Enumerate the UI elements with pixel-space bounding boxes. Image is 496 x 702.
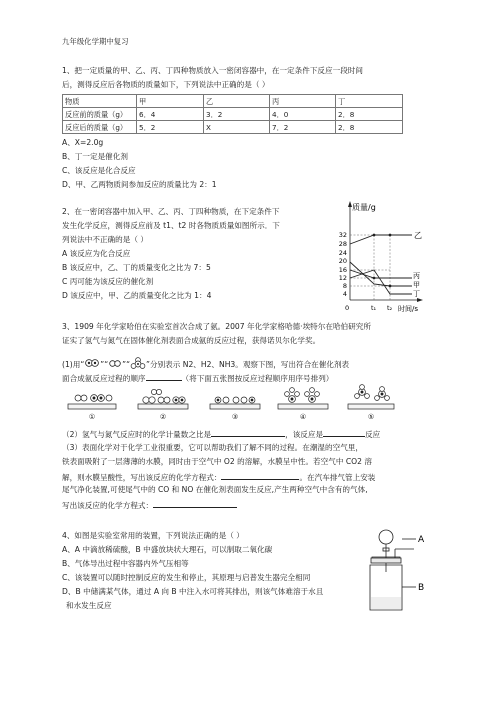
q3-intro-line1: 3、1909 年化学家哈伯在实验室首次合成了氨。2007 年化学家格哈德·埃特尔在哈伯研究所 [62,322,371,331]
text-segment: 解，则水膜呈酸性，写出该反应的化学方程式： [62,473,222,482]
liquid-layer [371,597,401,609]
y-tick-label: 24 [338,249,347,257]
series-line-ding [350,270,412,294]
q3-part3-line2: 铁表面吸附了一层薄薄的水膜，同时由于空气中 O2 的溶解，水膜呈中性。若空气中 CO2 溶 [62,457,372,466]
q4-option-b: B、气体导出过程中容器内外气压相等 [62,559,189,568]
text-segment: （将下面五张图按反应过程顺序用序号排列） [181,374,334,383]
q1-option-a: A、X=2.0g [62,138,104,147]
q4-stem: 4、如图是实验室常用的装置，下列说法正确的是（ ） [62,531,244,540]
label-a: A [418,535,425,545]
series-line-jia [350,262,412,286]
label-b: B [418,583,425,593]
text-segment: 面合成氨反应过程的顺序 [62,374,146,383]
q1-option-b: B、丁一定是催化剂 [62,152,128,161]
data-point [373,234,376,237]
q3-part3-line1: （3）表面化学对于化学工业很重要，它可以帮助我们了解不同的过程。在潮湿的空气里， [62,443,363,452]
q1-option-d: D、甲、乙两物质间参加反应的质量比为 2：1 [62,180,217,189]
n2-molecule-icon [84,359,100,367]
text-segment: ，该反应是 [285,430,324,439]
y-tick-label: 4 [342,290,347,298]
figure-label: ② [159,413,167,421]
figure-panel [210,397,260,409]
text-segment: 。在汽车排气管上安装 [299,473,376,482]
q2-option-c: C 丙可能为该反应的催化剂 [62,277,154,286]
q3-part1-line2 [62,372,333,383]
table-cell: 2．8 [336,121,403,134]
q1-stem-line1: 1、把一定质量的甲、乙、丙、丁四种物质放入一密闭容器中，在一定条件下反应一段时间 [62,66,363,75]
table-cell: 丁 [336,95,403,108]
graph-ylabel: 质量/g [352,203,376,212]
table-cell: 乙 [204,95,270,108]
q4-option-d-cont: 和水发生反应 [66,601,112,610]
figure-panel [348,385,394,409]
table-cell: 4．0 [270,108,336,121]
x-tick-label: t₁ [371,304,377,312]
answer-blank[interactable] [211,428,285,437]
q3-part1-line1 [62,357,349,369]
q3-part3-line5 [62,499,237,510]
table-header-row [63,95,403,108]
q4-option-d: D、B 中储满某气体，通过 A 向 B 中注入水可将其排出，则该气体难溶于水且 [62,587,324,596]
q2-stem-line3: 列说法中不正确的是（ ） [62,235,148,244]
table-cell: 丙 [270,95,336,108]
data-point [373,277,376,280]
y-tick-label: 20 [338,257,347,265]
x-axis-arrow-icon [417,298,423,302]
series-label-ding: 丁 [413,290,420,298]
text-segment: (1)用“ [62,360,85,369]
figure-panel [138,389,188,409]
catalyst-surface-figures [66,384,396,422]
data-point [389,285,392,288]
q3-intro-line2: 证实了氢气与氮气在固体催化剂表面合成氨的反应过程，获得诺贝尔化学奖。 [62,336,321,345]
series-label-jia: 甲 [413,281,420,289]
figure-panel [278,388,328,409]
q4-apparatus-figure [362,527,434,613]
separatory-funnel-bulb [379,530,393,544]
table-row [63,121,403,134]
table-cell: 6．4 [137,108,204,121]
q1-stem-line2: 后，测得反应后各物质的质量如下，下列说法中正确的是（ ） [62,80,270,89]
text-segment: ”“ [100,360,109,369]
table-cell: 5．2 [137,121,204,134]
q1-mass-table [62,94,403,134]
figure-label: ⑤ [367,413,375,421]
h2-molecule-icon [108,359,122,367]
data-point [389,234,392,237]
text-segment: ”“ [122,360,131,369]
y-tick-label: 32 [338,231,347,239]
q4-option-a: A、A 中滴放稀硫酸，B 中盛放块状大理石，可以制取二氧化碳 [62,545,273,554]
answer-blank[interactable] [146,372,182,381]
text-segment: （2）氢气与氮气反应时的化学计量数之比是 [62,430,212,439]
series-line-bing [350,270,412,278]
origin-label: 0 [345,304,350,312]
figure-label: ③ [231,413,239,421]
y-tick-label: 8 [342,282,347,290]
series-label-yi: 乙 [414,231,422,240]
y-tick-label: 12 [338,274,347,282]
text-segment: 反应 [365,430,381,439]
q2-stem-line2: 发生化学反应，测得反应前及 t1、t2 时各物质质量如图所示．下 [62,221,280,230]
answer-blank[interactable] [153,499,237,508]
series-line-yi [350,235,412,244]
series-label-bing: 丙 [413,272,420,280]
figure-label: ④ [299,413,307,421]
table-cell: X [204,121,270,134]
q3-part2 [62,428,380,439]
table-cell: 2．8 [336,108,403,121]
answer-blank[interactable] [323,428,365,437]
y-tick-label: 16 [338,266,347,274]
graph-xlabel: 时间/s [398,305,419,313]
page-header: 九年级化学期中复习 [62,37,129,46]
table-cell: 反应前的质量（g） [63,108,137,121]
table-cell: 物质 [63,95,137,108]
text-segment: 写出该反应的化学方程式： [62,501,154,510]
table-cell: 甲 [137,95,204,108]
nh3-molecule-icon [130,357,146,369]
stopper [371,558,401,563]
text-segment: ”分别表示 N2、H2、NH3。观察下图，写出符合在催化剂表 [146,360,350,369]
q1-option-c: C、该反应是化合反应 [62,166,136,175]
y-tick-label: 28 [338,240,347,248]
q2-option-d: D 该反应中，甲、乙的质量变化之比为 1：4 [62,291,212,300]
figure-panel [68,395,116,409]
figure-label: ① [88,413,96,421]
answer-blank[interactable] [221,471,299,480]
table-cell: 反应后的质量（g） [63,121,137,134]
q2-option-a: A 该反应为化合反应 [62,249,131,258]
q4-option-c: C、该装置可以随时控制反应的发生和停止，其原理与启普发生器完全相同 [62,573,311,582]
q3-part3-line3 [62,471,375,482]
table-row [63,108,403,121]
q2-mass-time-graph [332,200,432,318]
q3-part3-line4: 尾气净化装置,可使尾气中的 CO 和 NO 在催化剂表面发生反应,产生两种空气中含有的气体, [62,485,368,494]
q2-option-b: B 该反应中，乙、丁的质量变化之比为 7：5 [62,263,211,272]
table-cell: 3．2 [204,108,270,121]
table-cell: 7．2 [270,121,336,134]
x-tick-label: t₂ [387,304,393,312]
q2-stem-line1: 2、在一密闭容器中加入甲、乙、丙、丁四种物质，在下定条件下 [62,207,280,216]
